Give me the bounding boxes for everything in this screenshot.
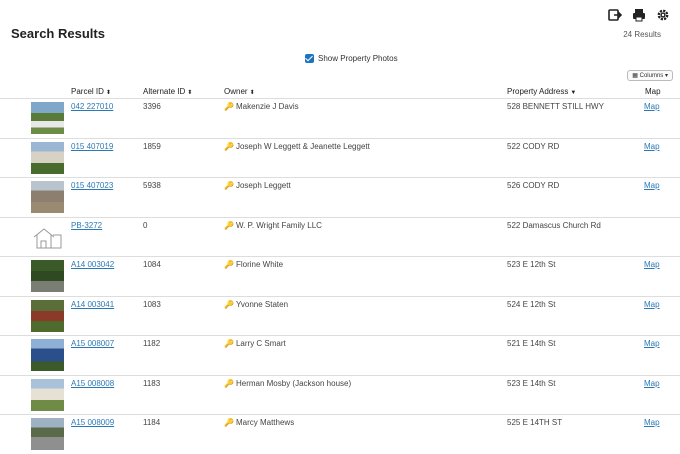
header-owner[interactable]: Owner ⬍ [224,87,255,96]
property-address: 521 E 14th St [507,339,556,348]
parcel-id-link[interactable]: 015 407023 [71,181,114,190]
property-photo[interactable] [31,142,64,174]
owner: 🔑 Joseph Leggett [224,181,291,190]
owner: 🔑 Yvonne Staten [224,299,289,309]
owner: 🔑 Larry C Smart [224,339,286,348]
alternate-id: 5938 [143,181,161,190]
table-row [0,177,680,217]
property-address: 528 BENNETT STILL HWY [507,102,604,111]
map-link[interactable]: Map [644,339,660,348]
columns-button[interactable] [627,70,673,81]
table-row [0,138,680,178]
key-icon: 🔑 [224,339,234,348]
show-photos-label: Show Property Photos [318,54,398,63]
header-parcel-id[interactable]: Parcel ID ⬍ [71,87,111,96]
table-row [0,375,680,415]
table-row [0,256,680,296]
table-row [0,98,680,138]
chevron-down-icon: ▾ [664,73,668,79]
map-link[interactable]: Map [644,418,660,427]
alternate-id: 0 [143,220,148,230]
parcel-id-link[interactable]: A15 008008 [71,378,115,388]
table-header [0,85,680,99]
property-address: 522 Damascus Church Rd [507,220,601,230]
export-icon[interactable] [608,8,622,22]
property-address: 523 E 14th St [507,378,556,388]
columns-label: Columns [639,73,664,79]
owner: 🔑 Florine White [224,260,284,269]
property-photo[interactable] [31,418,64,450]
owner: 🔑 Marcy Matthews [224,418,295,427]
alternate-id: 1083 [143,299,161,309]
table-row [0,414,680,454]
sort-icon: ⬍ [105,90,111,96]
property-address: 526 CODY RD [507,181,560,190]
property-photo[interactable] [31,181,64,213]
table-row [0,335,680,375]
parcel-id-link[interactable]: PB-3272 [71,220,103,230]
property-address: 525 E 14TH ST [507,418,563,427]
result-count: 24 Results [623,30,661,39]
key-icon: 🔑 [224,260,234,269]
parcel-id-link[interactable]: A14 003042 [71,260,115,269]
alternate-id: 1084 [143,260,161,269]
alternate-id: 1183 [143,378,161,388]
sort-icon: ⬍ [187,90,193,96]
results-table [0,98,680,454]
key-icon: 🔑 [224,378,234,388]
header-map: Map [645,87,661,96]
property-photo[interactable] [31,300,64,332]
owner: 🔑 W. P. Wright Family LLC [224,220,322,230]
property-photo[interactable] [31,379,64,411]
map-link[interactable]: Map [644,378,660,388]
alternate-id: 1859 [143,141,161,151]
page-title: Search Results [11,26,105,41]
table-row [0,217,680,257]
parcel-id-link[interactable]: A14 003041 [71,299,115,309]
key-icon: 🔑 [224,181,234,190]
owner: 🔑 Herman Mosby (Jackson house) [224,378,352,388]
key-icon: 🔑 [224,102,234,111]
parcel-id-link[interactable]: 015 407019 [71,141,114,151]
parcel-id-link[interactable]: 042 227010 [71,102,114,111]
owner: 🔑 Makenzie J Davis [224,102,299,111]
header-alternate-id[interactable]: Alternate ID ⬍ [143,87,193,96]
property-photo[interactable] [31,339,64,371]
alternate-id: 1184 [143,418,161,427]
alternate-id: 1182 [143,339,161,348]
columns-icon: ▦ [632,73,638,79]
header-property-address[interactable]: Property Address ▼ [507,87,577,96]
parcel-id-link[interactable]: A15 008009 [71,418,115,427]
sort-desc-icon: ▼ [570,90,577,96]
key-icon: 🔑 [224,418,234,427]
print-icon[interactable] [632,8,646,22]
key-icon: 🔑 [224,299,234,309]
map-link[interactable]: Map [644,102,660,111]
settings-icon[interactable] [656,8,670,22]
show-photos-checkbox[interactable] [305,54,314,63]
table-row [0,296,680,336]
map-link[interactable]: Map [644,141,660,151]
property-address: 523 E 12th St [507,260,556,269]
key-icon: 🔑 [224,220,234,230]
property-photo[interactable] [31,260,64,292]
map-link[interactable]: Map [644,260,660,269]
toolbar [608,8,670,22]
map-link[interactable]: Map [644,181,660,190]
property-address: 522 CODY RD [507,141,560,151]
parcel-id-link[interactable]: A15 008007 [71,339,115,348]
property-placeholder-icon [31,221,64,253]
show-photos-toggle[interactable] [305,54,398,63]
map-link[interactable]: Map [644,299,660,309]
alternate-id: 3396 [143,102,161,111]
key-icon: 🔑 [224,141,234,151]
sort-icon: ⬍ [249,90,255,96]
property-address: 524 E 12th St [507,299,556,309]
owner: 🔑 Joseph W Leggett & Jeanette Leggett [224,141,370,151]
property-photo[interactable] [31,102,64,134]
